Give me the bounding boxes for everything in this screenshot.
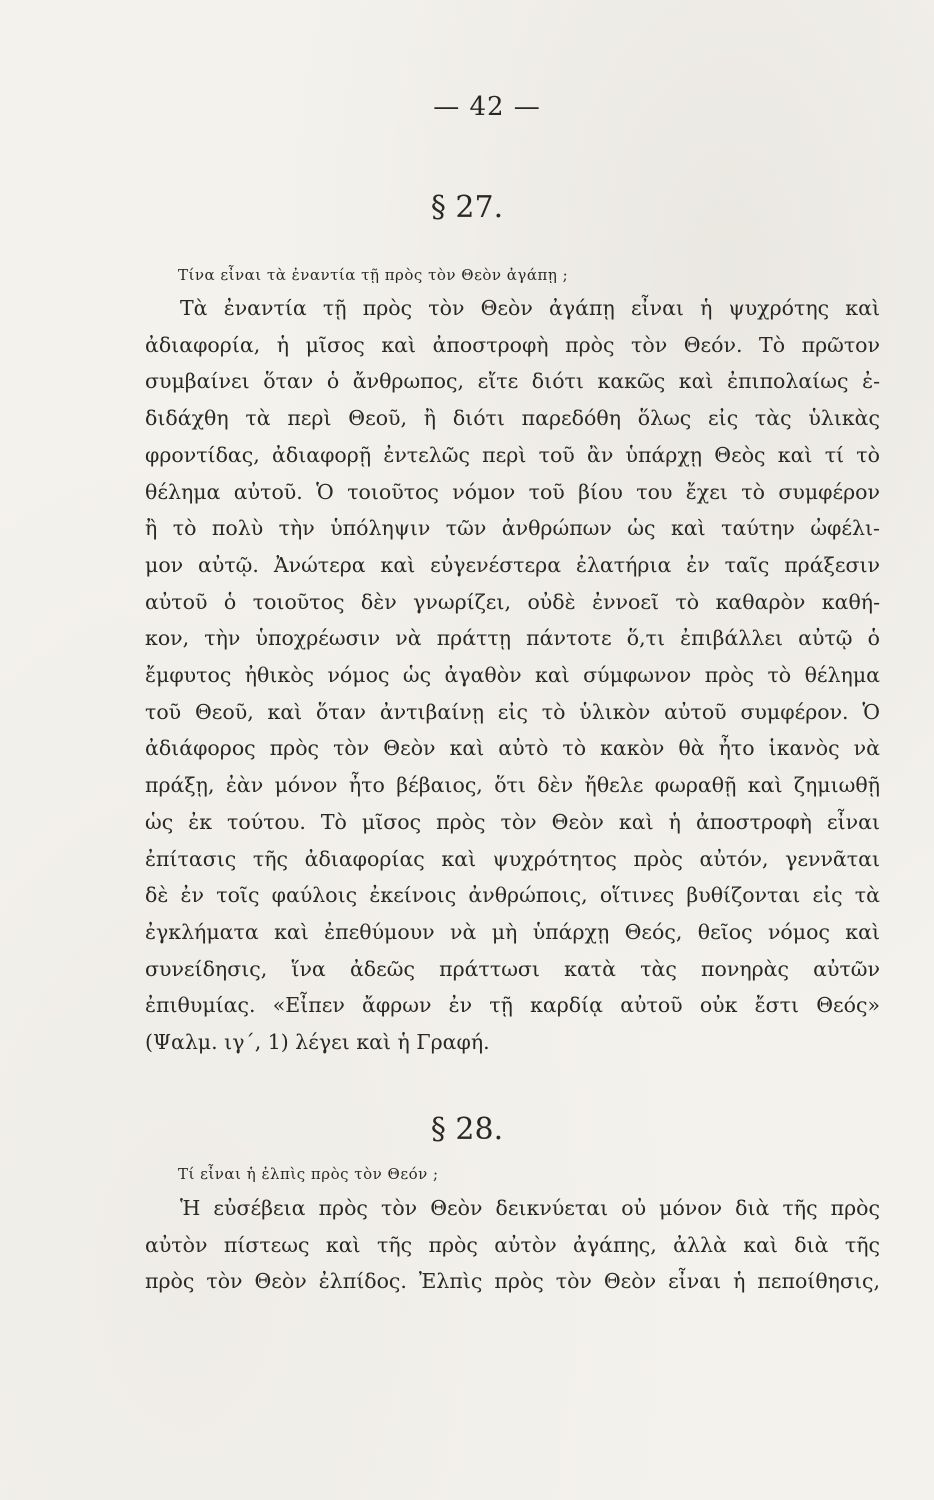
section-28-question: Τί εἶναι ἡ ἐλπὶς πρὸς τὸν Θεόν ; <box>178 1165 439 1183</box>
text-line: δὲ ἐν τοῖς φαύλοις ἐκείνοις ἀνθρώποις, οἵτινες βυθίζονται εἰς τὰ <box>145 883 880 908</box>
text-line: ἐπιθυμίας. «Εἶπεν ἄφρων ἐν τῇ καρδίᾳ αὐτοῦ οὐκ ἔστι Θεός» <box>145 993 880 1018</box>
text-line: ἀδιαφορία, ἡ μῖσος καὶ ἀποστροφὴ πρὸς τὸν Θεόν. Τὸ πρῶτον <box>145 332 880 357</box>
section-28-body <box>145 1190 880 1300</box>
text-line: διδάχθη τὰ περὶ Θεοῦ, ἢ διότι παρεδόθη ὅλως εἰς τὰς ὑλικὰς <box>145 406 880 431</box>
text-line: Τὰ ἐναντία τῇ πρὸς τὸν Θεὸν ἀγάπῃ εἶναι ἡ ψυχρότης καὶ <box>180 296 880 320</box>
section-27-question: Τίνα εἶναι τὰ ἐναντία τῇ πρὸς τὸν Θεὸν ἀγάπῃ ; <box>178 266 569 284</box>
section-27-body <box>145 290 880 1061</box>
text-line: κον, τὴν ὑποχρέωσιν νὰ πράττῃ πάντοτε ὅ,τι ἐπιβάλλει αὐτῷ ὁ <box>145 626 880 651</box>
text-line: ἐγκλήματα καὶ ἐπεθύμουν νὰ μὴ ὑπάρχῃ Θεός, θεῖος νόμος καὶ <box>145 919 880 944</box>
text-line: συνείδησις, ἵνα ἀδεῶς πράττωσι κατὰ τὰς πονηρὰς αὐτῶν <box>145 956 880 981</box>
text-line: ἔμφυτος ἠθικὸς νόμος ὡς ἀγαθὸν καὶ σύμφωνον πρὸς τὸ θέλημα <box>145 663 880 688</box>
text-line: τοῦ Θεοῦ, καὶ ὅταν ἀντιβαίνῃ εἰς τὸ ὑλικὸν αὐτοῦ συμφέρον. Ὁ <box>145 699 880 724</box>
text-line: ἢ τὸ πολὺ τὴν ὑπόληψιν τῶν ἀνθρώπων ὡς καὶ ταύτην ὠφέλι- <box>145 516 880 541</box>
section-27-heading: § 27. <box>430 190 504 225</box>
page-header <box>0 92 934 122</box>
text-line: ἀδιάφορος πρὸς τὸν Θεὸν καὶ αὐτὸ τὸ κακὸν θὰ ἦτο ἱκανὸς νὰ <box>145 736 880 761</box>
section-28-heading: § 28. <box>430 1112 504 1147</box>
text-line: πράξῃ, ἐὰν μόνον ἦτο βέβαιος, ὅτι δὲν ἤθελε φωραθῇ καὶ ζημιωθῇ <box>145 773 880 798</box>
text-line: μον αὐτῷ. Ἀνώτερα καὶ εὐγενέστερα ἐλατήρια ἐν ταῖς πράξεσιν <box>145 552 880 577</box>
page-number: — 42 — <box>433 92 541 122</box>
text-line: συμβαίνει ὅταν ὁ ἄνθρωπος, εἴτε διότι κακῶς καὶ ἐπιπολαίως ἐ- <box>145 369 880 394</box>
text-line: ὡς ἐκ τούτου. Τὸ μῖσος πρὸς τὸν Θεὸν καὶ ἡ ἀποστροφὴ εἶναι <box>145 809 880 834</box>
text-line: πρὸς τὸν Θεὸν ἐλπίδος. Ἐλπὶς πρὸς τὸν Θεὸν εἶναι ἡ πεποίθησις, <box>145 1269 880 1294</box>
text-line: Ἡ εὐσέβεια πρὸς τὸν Θεὸν δεικνύεται οὐ μόνον διὰ τῆς πρὸς <box>180 1196 880 1220</box>
text-line: αὐτοῦ ὁ τοιοῦτος δὲν γνωρίζει, οὐδὲ ἐννοεῖ τὸ καθαρὸν καθή- <box>145 589 880 614</box>
text-line: θέλημα αὐτοῦ. Ὁ τοιοῦτος νόμον τοῦ βίου του ἔχει τὸ συμφέρον <box>145 479 880 504</box>
text-line: ἐπίτασις τῆς ἀδιαφορίας καὶ ψυχρότητος πρὸς αὐτόν, γεννᾶται <box>145 846 880 871</box>
text-line: (Ψαλμ. ιγ΄, 1) λέγει καὶ ἡ Γραφή. <box>145 1030 490 1055</box>
text-line: αὐτὸν πίστεως καὶ τῆς πρὸς αὐτὸν ἀγάπης, ἀλλὰ καὶ διὰ τῆς <box>145 1232 880 1257</box>
text-line: φροντίδας, ἀδιαφορῇ ἐντελῶς περὶ τοῦ ἂν ὑπάρχῃ Θεὸς καὶ τί τὸ <box>145 442 880 467</box>
